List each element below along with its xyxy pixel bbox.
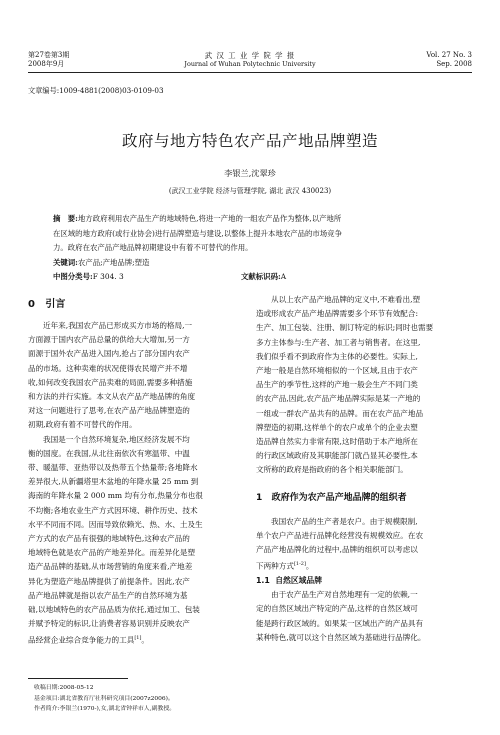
text-line: 单个农户产品进行品牌化经营没有规模效应。在农 xyxy=(256,530,424,540)
text-line: 异化为塑造产地品牌提供了前提条件。因此,农产 xyxy=(28,576,190,586)
left-paragraph-1 xyxy=(28,319,238,433)
text-line: 对这一问题进行了思考,在农产品产地品牌塑造的 xyxy=(28,406,190,416)
text-line: 不均衡;各地农业生产方式因环境、耕作历史、技术 xyxy=(28,505,198,515)
text-line: 生产、加工包装、注册、制订特定的标识;同时也需要 xyxy=(256,323,434,333)
text-line: 产品产地品牌化的过程中,品牌的组织可以考虑以 xyxy=(256,545,418,555)
right-paragraph-3 xyxy=(256,588,472,645)
classification-row: 中图分类号:F 304. 3 文献标识码:A xyxy=(53,270,453,285)
text-line: 某种特色,就可以这个自然区域为基础进行品牌化。 xyxy=(256,632,426,642)
header-date: 2008年9月 xyxy=(28,60,65,68)
text-line: 方面源于国内农产品总量的供给大大增加,另一方 xyxy=(28,335,190,345)
text-line: 能是跨行政区域的。如果某一区域出产的产品具有 xyxy=(256,618,424,628)
left-paragraph-2 xyxy=(28,433,238,632)
text-line: 造品牌自然实力非常有限,这时借助于本产地所在 xyxy=(256,437,418,447)
section-0-heading: 0 引言 xyxy=(28,299,66,310)
abstract-line-3: 力。政府在农产品产地品牌初期建设中有着不可替代的作用。 xyxy=(53,243,253,253)
text-line: 水平不同而不同。因而导致依赖光、热、水、土及生 xyxy=(28,519,203,529)
text-line: 产方式的农产品有很强的地域特色,这种农产品的 xyxy=(28,534,190,544)
text-line: 我国是一个自然环境复杂,地区经济发展不均 xyxy=(43,434,190,444)
text-line: 品产地品牌就是指以农产品生产的自然环境为基 xyxy=(28,590,188,600)
text-line: 地域特色就是农产品的产地差异化。而差异化是塑 xyxy=(28,548,196,558)
abstract-line-1: 摘 要:地方政府利用农产品生产的地域特色,将进一产地的一组农产品作为整体,以产地所 xyxy=(53,214,342,223)
text-line: 的行政区域政府及其职能部门就凸显其必要性,本 xyxy=(256,451,418,461)
header-volume: 第27卷第3期 xyxy=(28,51,70,59)
text-line: 和方法的并行实施。本文从农产品产地品牌的角度 xyxy=(28,392,196,402)
right-paragraph-2 xyxy=(256,515,472,558)
subsection-1-1-heading: 1.1 自然区域品牌 xyxy=(256,575,323,585)
text-line: 的农产品,因此,农产品产地品牌实际是某一产地的 xyxy=(256,394,421,404)
text-line: 定的自然区域出产特定的产品,这样的自然区域可 xyxy=(256,604,418,614)
footnote-author: 作者简介:李银兰(1970-),女,湖北省钟祥市人,副教授。 xyxy=(34,706,176,712)
text-line: 础,以地域特色的农产品品质为依托,通过加工、包装 xyxy=(28,605,200,615)
section-1-heading: 1 政府作为农产品产地品牌的组织者 xyxy=(256,492,407,503)
abstract-line-2: 在区域的地方政府(或行业协会)进行品牌塑造与建设,以整体上提升本地农产品的市场竞争 xyxy=(53,228,342,238)
text-line: 从以上农产品产地品牌的定义中,不难看出,塑 xyxy=(271,295,421,304)
text-line: 品生产的季节性,这样的产地一般会生产不同门类 xyxy=(256,380,418,390)
text-line: 产地一般是自然环境相似的一个区域,且由于农产 xyxy=(256,366,418,376)
keywords: 关键词:农产品;产地品牌;塑造 xyxy=(53,257,150,267)
text-line: 由于农产品生产对自然地理有一定的依赖,一 xyxy=(271,590,418,600)
text-line: 牌塑造的初期,这样单个的农户或单个的企业去塑 xyxy=(256,422,418,432)
header-volume-en: Vol. 27 No. 3 xyxy=(426,51,472,59)
doc-code: 文献标识码:A xyxy=(241,272,287,282)
footnote-received: 收稿日期:2008-05-12 xyxy=(34,685,94,691)
header-rule xyxy=(28,72,472,73)
footnote-funding: 基金项目:湖北省教育厅社科研究项目(2007z2006)。 xyxy=(34,695,174,702)
abstract-label: 摘 要: xyxy=(53,214,78,223)
left-column xyxy=(28,293,238,648)
text-line: 并赋予特定的标识,让消费者容易识别并反映农产 xyxy=(28,619,190,629)
text-line: 造产品品牌的基础,从市场营销的角度来看,产地差 xyxy=(28,562,193,572)
text-line: 初期,政府有着不可替代的作用。 xyxy=(28,420,137,430)
text-line: 我国农产品的生产者是农户。由于规模限制, xyxy=(271,516,418,526)
footnote-rule xyxy=(28,678,128,679)
text-line: 收,如何改变我国农产品卖难的局面,需要多种措施 xyxy=(28,377,193,387)
text-line: 我们似乎看不到政府作为主体的必要性。实际上, xyxy=(256,351,418,361)
text-line: 造或形成农产品产地品牌需要多个环节有效配合: xyxy=(256,309,419,319)
abstract xyxy=(53,212,453,285)
paper-affiliation: (武汉工业学院 经济与管理学院, 湖北 武汉 430023) xyxy=(168,187,332,195)
paper-title: 政府与地方特色农产品产地品牌塑造 xyxy=(121,132,378,150)
article-number: 文章编号:1009-4881(2008)03-0109-03 xyxy=(28,86,164,95)
header-journal-en: Journal of Wuhan Polytechnic University xyxy=(184,60,316,68)
header-journal-cn: 武 汉 工 业 学 院 学 报 xyxy=(204,51,296,60)
text-line: 衡的国度。在我国,从北往南依次有寒温带、中温 xyxy=(28,448,190,458)
text-line: 多方主体参与:生产者、加工者与销售者。在这里, xyxy=(256,337,421,347)
text-line: 近年来,我国农产品已形成买方市场的格局,一 xyxy=(43,321,193,330)
right-paragraph-2-tail: 下两种方式[1-2]。 xyxy=(256,561,314,571)
text-line: 差异很大,从新疆塔里木盆地的年降水量 25 mm 到 xyxy=(28,477,199,487)
text-line: 品的市场。这种卖难的状况使得农民增产并不增 xyxy=(28,363,188,373)
footnotes xyxy=(34,683,254,715)
text-line: 一组或一群农产品共有的品牌。而在农产品产地品 xyxy=(256,408,424,418)
paper-authors: 李银兰,沈翠珍 xyxy=(224,168,276,178)
right-paragraph-1 xyxy=(256,293,472,478)
text-line: 面源于国外农产品进入国内,抢占了部分国内农产 xyxy=(28,349,190,359)
text-line: 海南的年降水量 2 000 mm 均有分布,热量分布也很 xyxy=(28,491,203,501)
right-column xyxy=(256,293,472,645)
text-line: 文所称的政府是指政府的各个相关职能部门。 xyxy=(256,465,408,475)
left-paragraph-2-tail: 品经营企业综合竞争能力的工具[1]。 xyxy=(28,635,149,645)
header-date-en: Sep. 2008 xyxy=(436,60,472,68)
text-line: 带、暖温带、亚热带以及热带五个热量带;各地降水 xyxy=(28,463,198,473)
